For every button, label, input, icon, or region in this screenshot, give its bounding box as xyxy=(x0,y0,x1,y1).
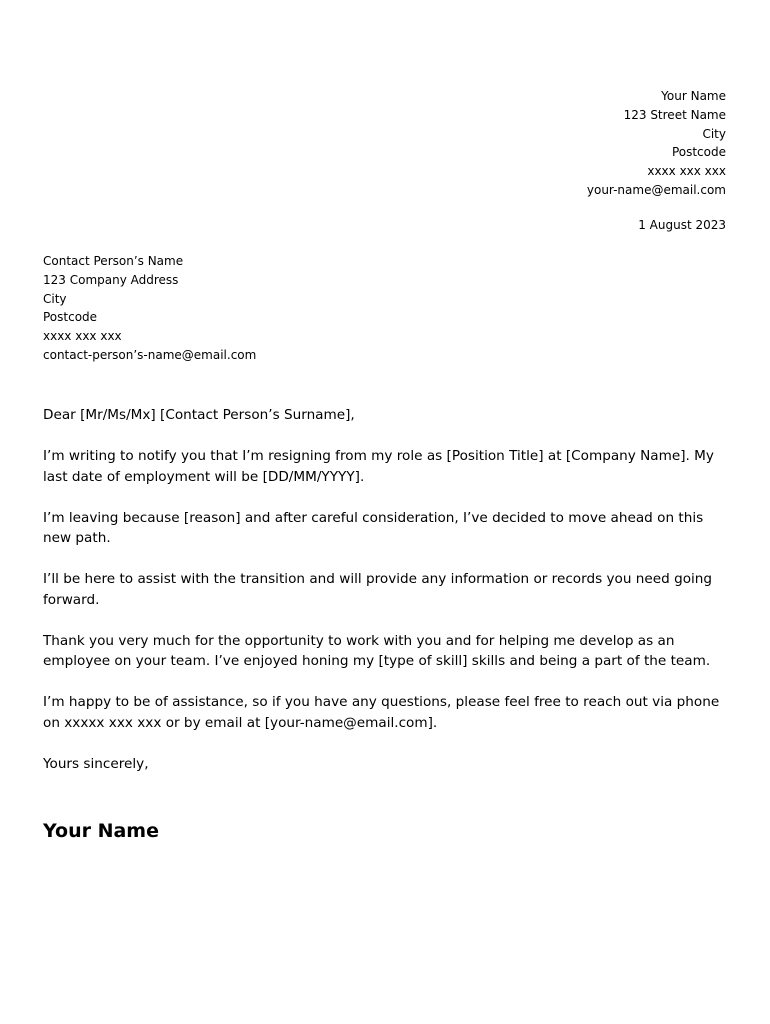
sender-email: your-name@email.com xyxy=(586,182,726,197)
recipient-city: City xyxy=(43,291,67,306)
sender-phone: xxxx xxx xxx xyxy=(647,164,726,179)
recipient-email: contact-person’s-name@email.com xyxy=(43,347,257,362)
letter-body xyxy=(43,405,733,795)
recipient-address-block xyxy=(43,252,256,365)
body-paragraph: I’m leaving because [reason] and after careful consideration, I’ve decided to move ahead on this new path. xyxy=(43,509,704,546)
sender-city: City xyxy=(702,126,726,141)
closing: Yours sincerely, xyxy=(43,755,149,772)
body-paragraph: I’m happy to be of assistance, so if you have any questions, please feel free to reach out via phone on xxxxx xxx xxx or by email at [your-name@email.com]. xyxy=(43,694,720,731)
letter-date: 1 August 2023 xyxy=(638,218,726,232)
recipient-address: 123 Company Address xyxy=(43,272,179,287)
body-paragraph: I’m writing to notify you that I’m resigning from my role as [Position Title] at [Company Name]. My last date of employment will be [DD/MM/YYYY]. xyxy=(43,448,714,485)
recipient-name: Contact Person’s Name xyxy=(43,254,184,268)
sender-street: 123 Street Name xyxy=(623,107,726,122)
body-paragraph: Thank you very much for the opportunity to work with you and for helping me develop as an employee on your team. I’ve enjoyed honing my [type of skill] skills and being a part of the team. xyxy=(43,632,711,669)
recipient-postcode: Postcode xyxy=(43,310,98,325)
signature-name: Your Name xyxy=(43,820,159,842)
sender-address-block xyxy=(587,87,726,200)
sender-name: Your Name xyxy=(661,89,726,103)
sender-postcode: Postcode xyxy=(671,145,726,160)
body-paragraph: I’ll be here to assist with the transition and will provide any information or records you need going forward. xyxy=(43,571,713,608)
salutation: Dear [Mr/Ms/Mx] [Contact Person’s Surname], xyxy=(43,407,355,423)
recipient-phone: xxxx xxx xxx xyxy=(43,329,122,344)
